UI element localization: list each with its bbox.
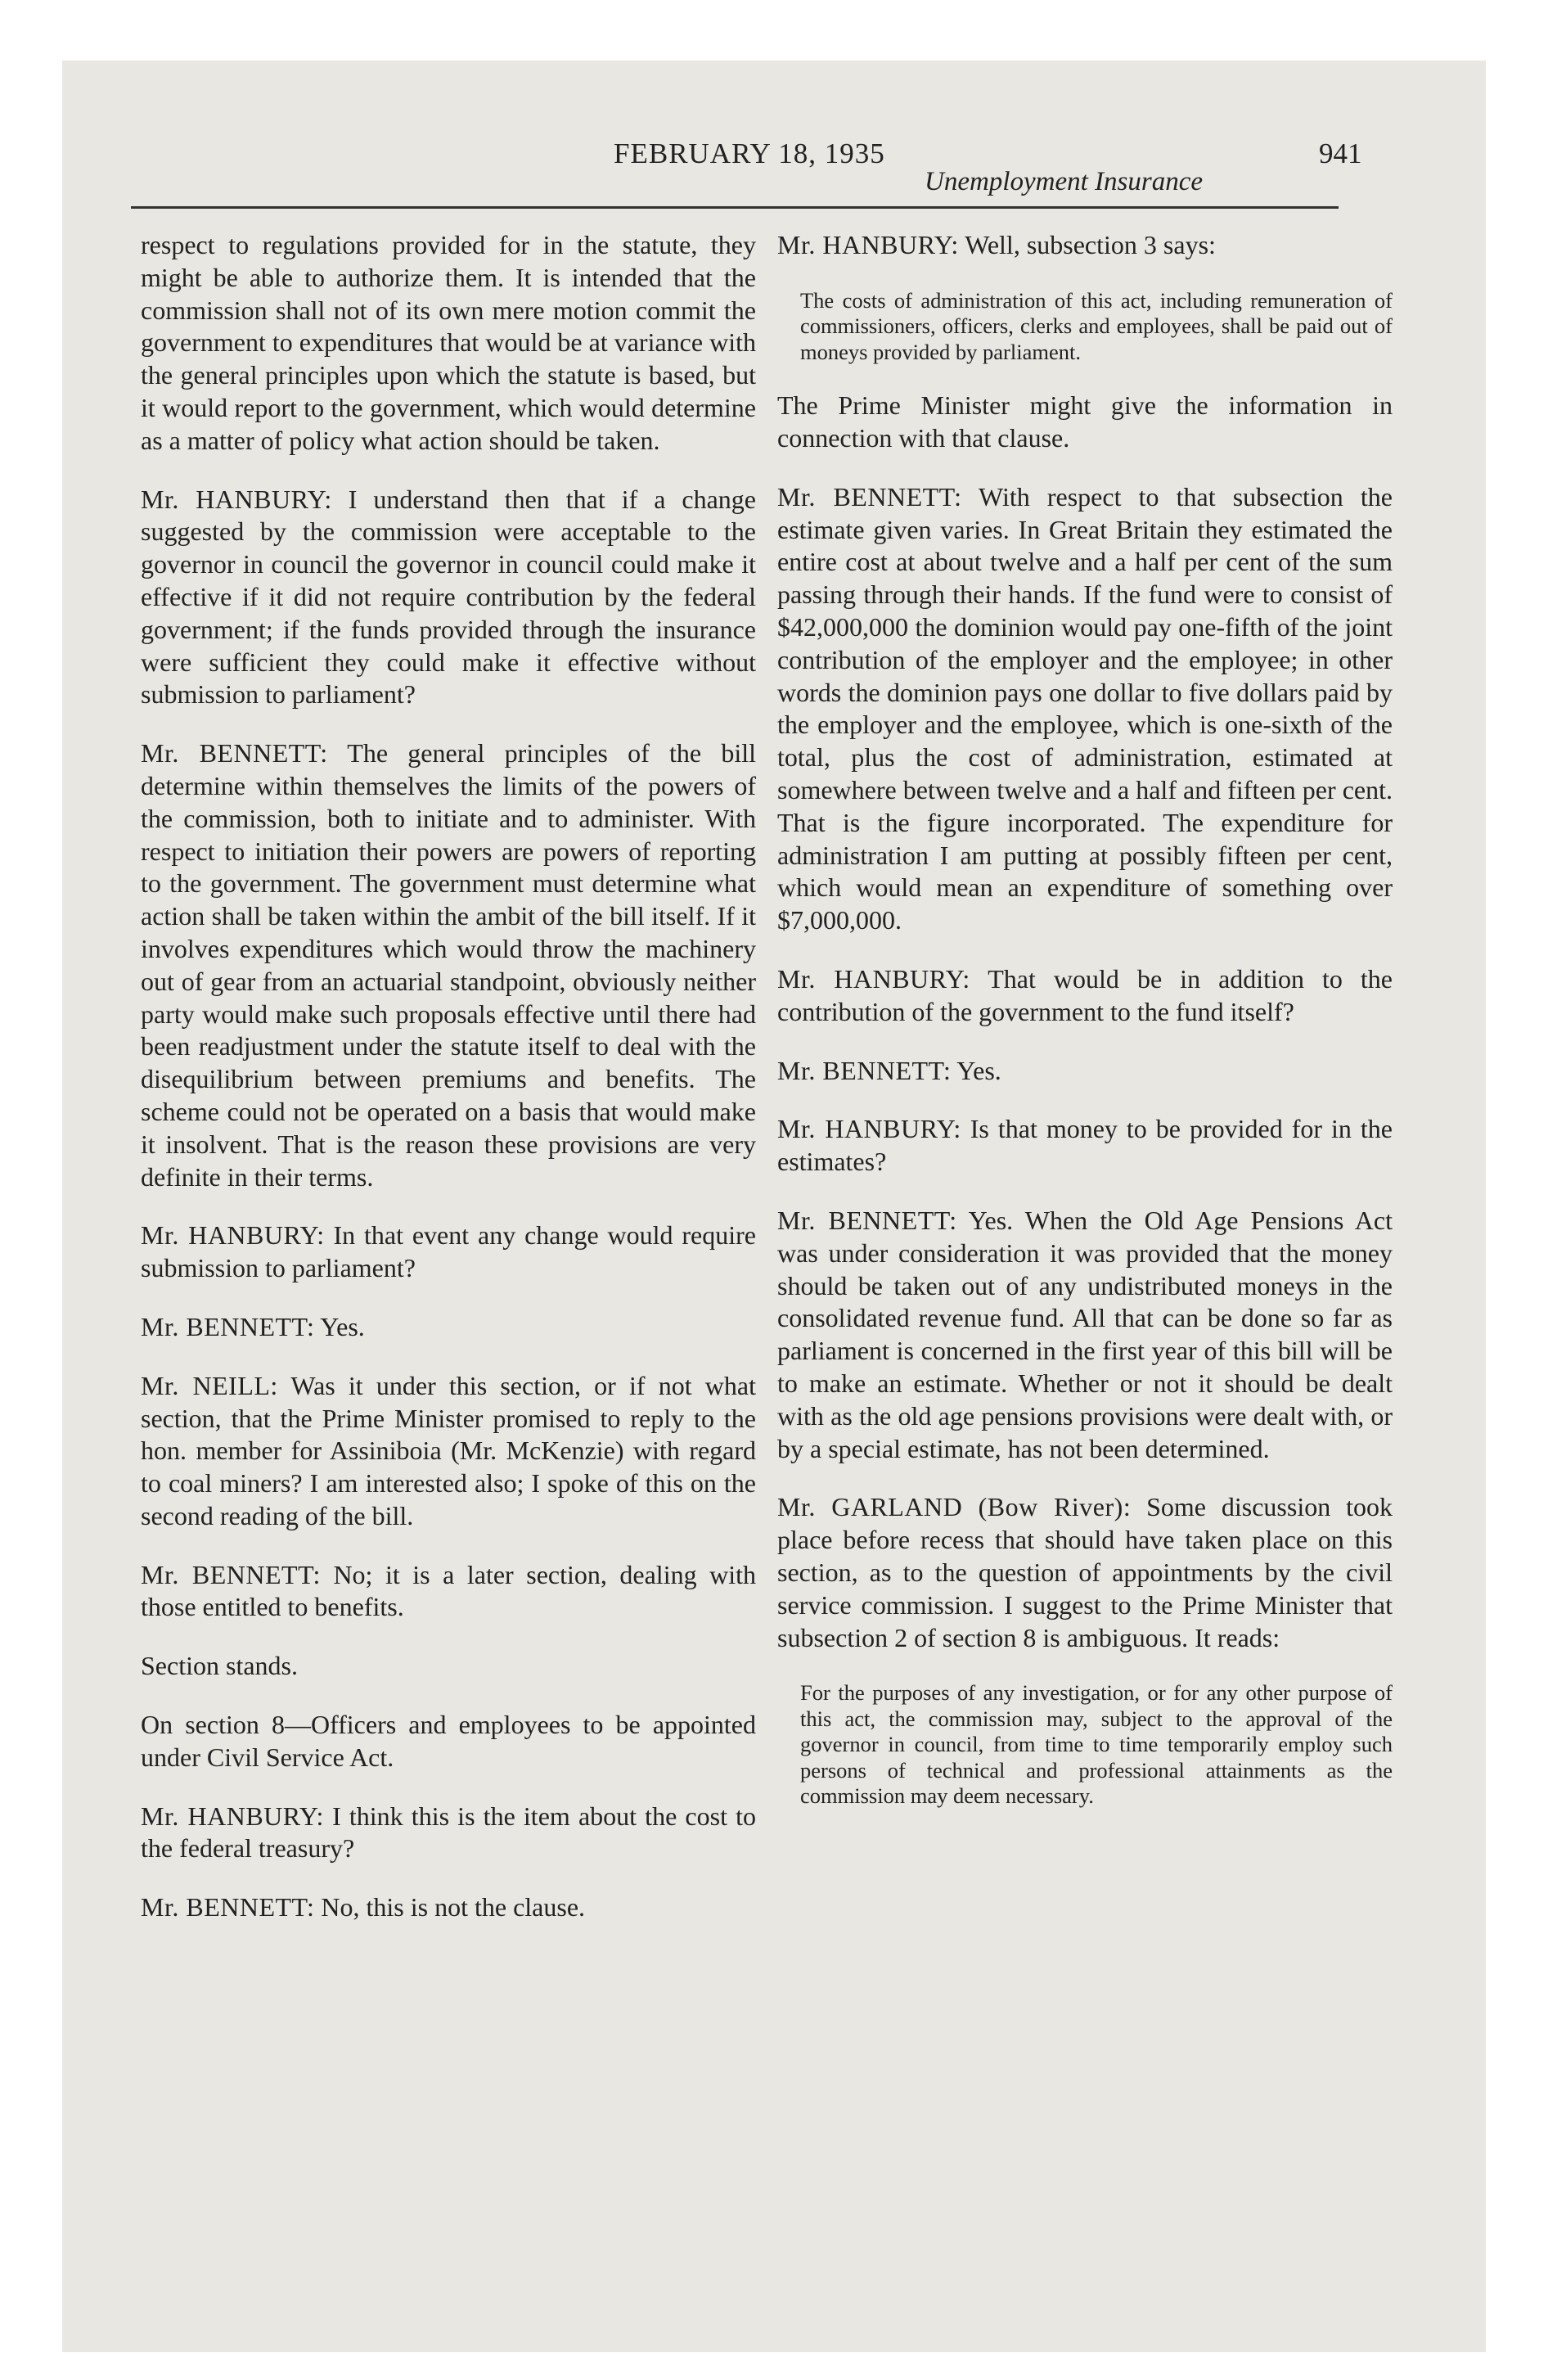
paragraph-text: Section stands. bbox=[141, 1651, 298, 1681]
paragraph bbox=[141, 484, 756, 712]
right-column bbox=[777, 229, 1393, 1834]
paragraph bbox=[141, 1709, 756, 1774]
block-quote: The costs of administration of this act, including remuneration of commissioners, officers, clerks and employees, shall be paid out of moneys provided by parliament. bbox=[800, 287, 1393, 364]
paragraph-text: In that event any change would require submission to parliament? bbox=[141, 1220, 756, 1283]
speaker-name: Mr. HANBURY: bbox=[777, 1114, 961, 1144]
speaker-name: Mr. NEILL: bbox=[141, 1370, 278, 1400]
paragraph bbox=[777, 1491, 1393, 1654]
paragraph-text: respect to regulations provided for in the statute, they might be able to authorize them. It is intended that the commission shall not of its own mere motion commit the government to expenditures that would be at variance with the general principles upon which the statute is based, but it would report to the government, which would determine as a matter of policy what action should be taken. bbox=[141, 230, 756, 455]
paragraph bbox=[777, 390, 1393, 455]
paragraph bbox=[141, 737, 756, 1193]
speaker-name: Mr. BENNETT: bbox=[777, 481, 962, 512]
paragraph-text: The Prime Minister might give the information in connection with that clause. bbox=[777, 390, 1393, 453]
paragraph bbox=[141, 1891, 756, 1924]
block-quote: For the purposes of any investigation, or for any other purpose of this act, the commission may, subject to the approval of the governor in council, from time to time temporarily employ such persons of technical and professional attainments as the commission may deem necessary. bbox=[800, 1680, 1393, 1809]
paragraph-text: On section 8—Officers and employees to be appointed under Civil Service Act. bbox=[141, 1710, 756, 1772]
header-rule bbox=[131, 206, 1339, 209]
paragraph-text: The general principles of the bill determine within themselves the limits of the powers of the commission, both to initiate and to administer. With respect to initiation their powers are powers of reporting to the government. The government must determine what action shall be taken within the ambit of the bill itself. If it involves expenditures which would throw the machinery out of gear from an actuarial standpoint, obviously neither party would make such proposals effective until there had been readjustment under the statute itself to deal with the disequilibrium between premiums and benefits. The scheme could not be operated on a basis that would make it insolvent. That is the reason these provisions are very definite in their terms. bbox=[141, 738, 757, 1192]
speaker-name: Mr. BENNETT: bbox=[777, 1055, 952, 1085]
header-date: FEBRUARY 18, 1935 bbox=[614, 137, 885, 169]
speaker-name: Mr. HANBURY: bbox=[777, 230, 959, 259]
paragraph bbox=[141, 1219, 756, 1285]
speaker-name: Mr. HANBURY: bbox=[141, 1220, 325, 1251]
paragraph-text: Was it under this section, or if not what section, that the Prime Minister promised to reply to the hon. member for Assiniboia (Mr. McKenzie) with regard to coal miners? I am interested also; I spoke of this on the second reading of the bill. bbox=[141, 1370, 757, 1530]
paragraph bbox=[777, 1113, 1393, 1179]
paragraph-text: With respect to that subsection the estimate given varies. In Great Britain they estimated the entire cost at about twelve and a half per cent of the sum passing through their hands. If the fund were to consist of $42,000,000 the dominion would pay one-fifth of the joint contribution of the employer and the employee; in other words the dominion pays one dollar to five dollars paid by the employer and the employee, which is one-sixth of the total, plus the cost of administration, estimated at somewhere between twelve and a half and fifteen per cent. That is the figure incorporated. The expenditure for administration I am putting at possibly fifteen per cent, which would mean an expenditure of something over $7,000,000. bbox=[777, 481, 1393, 935]
speaker-name: Mr. HANBURY: bbox=[141, 1801, 324, 1831]
speaker-name: Mr. GARLAND (Bow River): bbox=[777, 1492, 1132, 1522]
paragraph-text: I think this is the item about the cost to the federal treasury? bbox=[141, 1801, 757, 1864]
paragraph bbox=[777, 1205, 1393, 1465]
paragraph-text: Yes. When the Old Age Pensions Act was under consideration it was provided that the money should be taken out of any undistributed moneys in the consolidated revenue fund. All that can be done so far as parliament is concerned in the first year of this bill will be to make an estimate. Whether or not it should be dealt with as the old age pensions provisions were dealt with, or by a special estimate, has not been determined. bbox=[777, 1206, 1393, 1463]
paragraph bbox=[141, 1370, 756, 1533]
page-number: 941 bbox=[1319, 137, 1362, 169]
paragraph-text: No, this is not the clause. bbox=[314, 1892, 586, 1922]
paragraph bbox=[141, 1559, 756, 1625]
paragraph-text: That would be in addition to the contribution of the government to the fund itself? bbox=[777, 964, 1393, 1026]
paragraph-text: Yes. bbox=[951, 1055, 1001, 1085]
paragraph bbox=[141, 229, 756, 458]
speaker-name: Mr. BENNETT: bbox=[141, 738, 328, 769]
paragraph bbox=[777, 963, 1393, 1029]
left-column bbox=[141, 229, 756, 1950]
section-title: Unemployment Insurance bbox=[925, 167, 1203, 196]
paragraph bbox=[141, 1311, 756, 1344]
paragraph-text: Yes. bbox=[314, 1311, 365, 1341]
paragraph-text: No; it is a later section, dealing with those entitled to benefits. bbox=[141, 1559, 757, 1622]
speaker-name: Mr. HANBURY: bbox=[141, 484, 332, 514]
speaker-name: Mr. HANBURY: bbox=[777, 964, 970, 994]
speaker-name: Mr. BENNETT: bbox=[141, 1559, 321, 1589]
speaker-name: Mr. BENNETT: bbox=[141, 1311, 315, 1341]
paragraph-text: Well, subsection 3 says: bbox=[958, 230, 1216, 259]
speaker-name: Mr. BENNETT: bbox=[777, 1206, 957, 1236]
paragraph bbox=[141, 1650, 756, 1683]
paragraph bbox=[777, 1055, 1393, 1088]
paragraph-text: Is that money to be provided for in the estimates? bbox=[777, 1114, 1393, 1177]
paragraph bbox=[141, 1801, 756, 1866]
speaker-name: Mr. BENNETT: bbox=[141, 1892, 315, 1922]
paragraph-text: Some discussion took place before recess that should have taken place on this section, as to the question of appointments by the civil service commission. I suggest to the Prime Minister that subsection 2 of section 8 is ambiguous. It reads: bbox=[777, 1492, 1393, 1652]
paragraph-text: I understand then that if a change suggested by the commission were acceptable to the governor in council the governor in council could make it effective if it did not require contribution by the federal government; if the funds provided through the insurance were sufficient they could make it effective without submission to parliament? bbox=[141, 484, 757, 710]
paragraph bbox=[777, 481, 1393, 937]
paragraph bbox=[777, 229, 1393, 262]
